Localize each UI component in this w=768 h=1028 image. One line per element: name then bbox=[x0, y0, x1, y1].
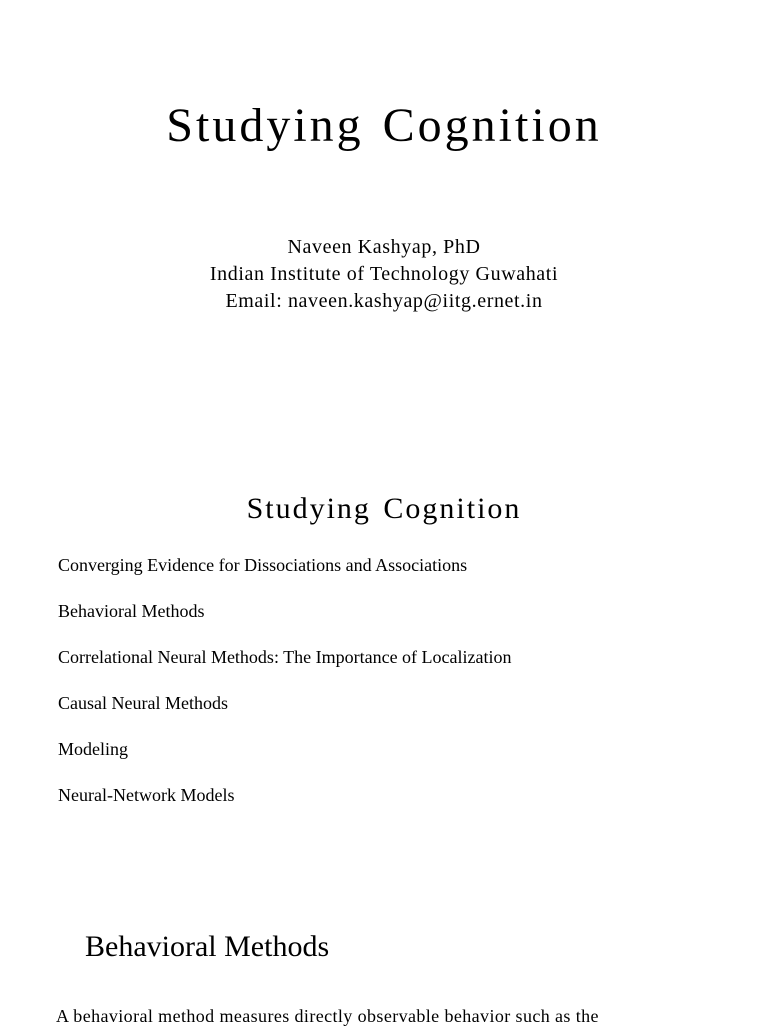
slide-3-title: Behavioral Methods bbox=[85, 930, 330, 963]
author-institution: Indian Institute of Technology Guwahati bbox=[209, 263, 559, 285]
topic-list bbox=[58, 553, 512, 829]
topic-item: Correlational Neural Methods: The Importance of Localization bbox=[58, 647, 512, 667]
author-email: Email: naveen.kashyap@iitg.ernet.in bbox=[225, 290, 543, 312]
slide-2-title: Studying Cognition bbox=[246, 492, 522, 525]
topic-item: Converging Evidence for Dissociations and Associations bbox=[58, 555, 468, 575]
topic-item: Neural-Network Models bbox=[58, 785, 235, 805]
topic-item: Modeling bbox=[58, 739, 128, 759]
slide-1-title: Studying Cognition bbox=[166, 99, 602, 152]
author-block bbox=[0, 234, 768, 315]
slide-3-body-text: A behavioral method measures directly observable behavior such as the bbox=[56, 1006, 599, 1026]
topic-item: Behavioral Methods bbox=[58, 601, 205, 621]
topic-item: Causal Neural Methods bbox=[58, 693, 228, 713]
author-name: Naveen Kashyap, PhD bbox=[287, 236, 481, 258]
